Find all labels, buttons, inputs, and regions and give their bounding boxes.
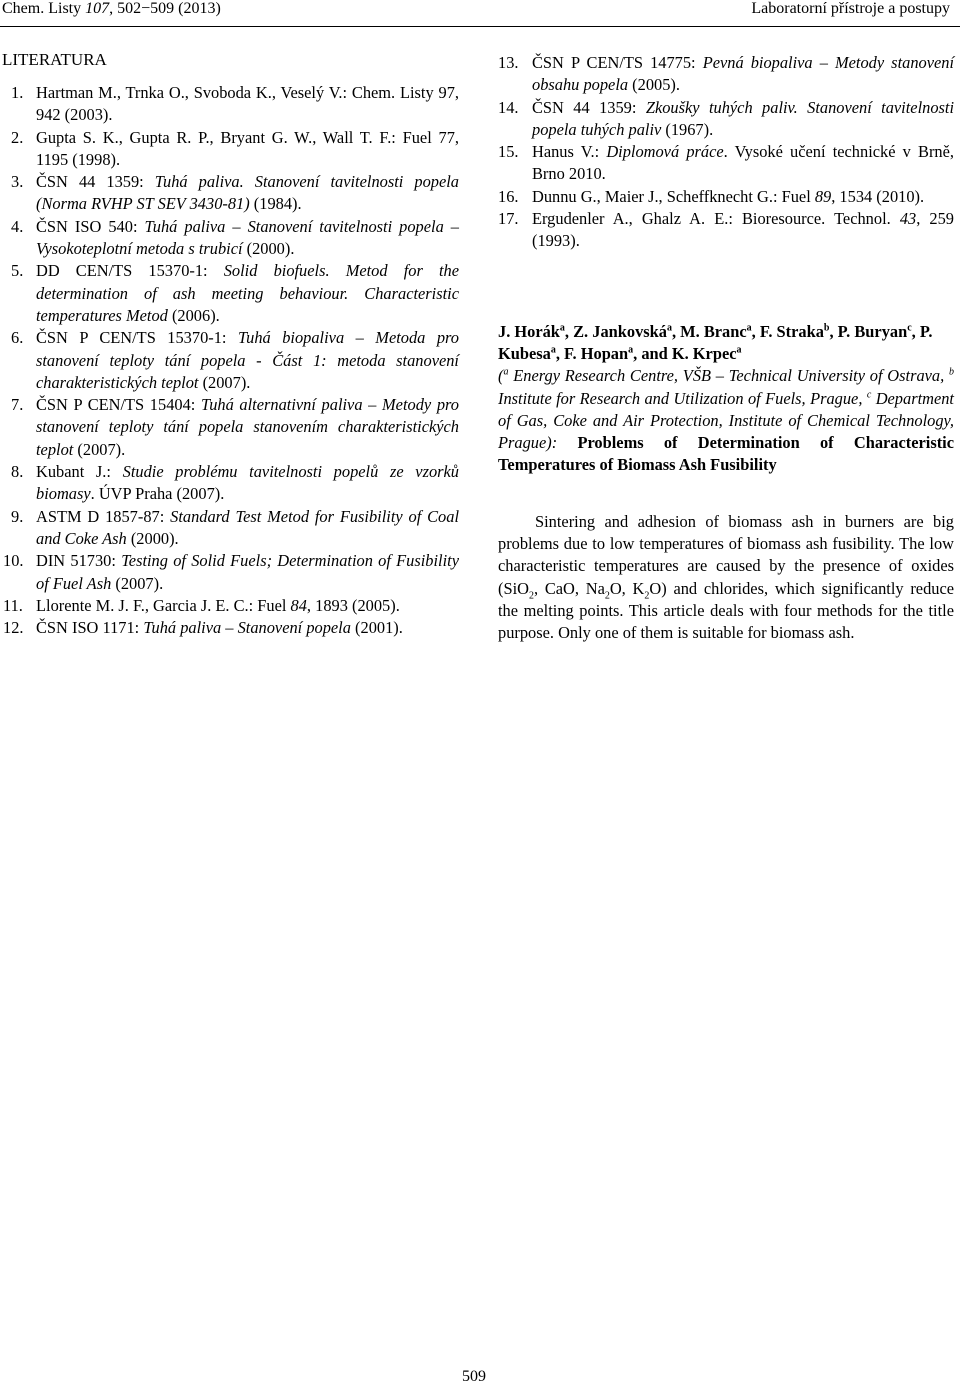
section-name: Laboratorní přístroje a postupy (751, 0, 950, 17)
reference-tail: (2007). (111, 573, 164, 593)
affiliation-mark: a (503, 366, 509, 378)
reference-title: Tuhá alternativní paliva – Metody pro stanovení teploty tání popela stanovením charakteristických teplot (36, 395, 459, 459)
reference-item (2, 506, 459, 551)
author-list (498, 321, 954, 366)
abstract-text: O, K (609, 578, 645, 598)
author-name: P. Kubesa (498, 321, 933, 363)
reference-plain: ČSN 44 1359: (532, 97, 646, 117)
reference-text: Gupta S. K., Gupta R. P., Bryant G. W., Wall T. F.: Fuel 77, 1195 (1998). (36, 127, 459, 169)
reference-item (498, 52, 954, 97)
reference-number: 10. (3, 551, 24, 571)
reference-item (2, 327, 459, 394)
reference-plain: Kubant J.: (36, 462, 123, 482)
author-separator: , (671, 321, 681, 341)
reference-tail: (1967). (661, 119, 714, 139)
reference-plain: Dunnu G., Maier J., Scheffknecht G.: Fuel (532, 186, 815, 206)
page-number: 509 (462, 1368, 486, 1385)
reference-plain: ČSN ISO 1171: (36, 618, 144, 638)
reference-tail: , 259 (1993). (532, 209, 955, 251)
reference-plain: DIN 51730: (36, 551, 122, 571)
subscript: 2 (604, 589, 610, 601)
reference-item (2, 216, 459, 261)
reference-plain: ČSN ISO 540: (36, 216, 145, 236)
reference-volume: 89 (814, 186, 832, 206)
reference-volume: 84 (290, 595, 307, 615)
author (564, 344, 672, 363)
reference-item (2, 461, 459, 506)
reference-item (498, 141, 954, 186)
reference-tail: . ÚVP Praha (2007). (90, 484, 225, 504)
author-name: K. Krpec (671, 343, 737, 363)
reference-number: 7. (11, 395, 24, 415)
affiliation-mark: b (949, 366, 954, 378)
author-name: M. Branc (680, 321, 747, 341)
reference-title: Tuhá paliva – Stanovení tavitelnosti popela – Vysokoteplotní metoda s trubicí (36, 216, 459, 259)
reference-item (2, 82, 459, 127)
reference-number: 17. (498, 209, 519, 229)
reference-item (2, 260, 459, 327)
reference-plain: Ergudenler A., Ghalz A. E.: Bioresource. Technol. (532, 209, 900, 229)
abstract-paragraph (498, 511, 954, 645)
affiliation-block (498, 365, 954, 476)
reference-tail: . Vysoké učení technické v Brně, Brno 2010. (532, 142, 954, 184)
reference-plain: ČSN P CEN/TS 15370-1: (36, 328, 238, 348)
journal-citation (2, 0, 221, 18)
reference-number: 9. (11, 506, 24, 526)
reference-number: 6. (11, 328, 24, 348)
reference-number: 2. (11, 127, 24, 147)
reference-title: Tuhá paliva. Stanovení tavitelnosti popela (Norma RVHP ST SEV 3430-81) (36, 172, 459, 214)
right-column (498, 52, 954, 645)
reference-title: Studie problému tavitelnosti popelů ze vzorků biomasy (36, 462, 459, 504)
reference-number: 14. (498, 97, 519, 117)
reference-item (2, 394, 459, 461)
reference-title: Testing of Solid Fuels; Determination of Fusibility of Fuel Ash (36, 551, 459, 593)
reference-item (498, 97, 954, 142)
reference-number: 13. (498, 53, 519, 72)
reference-plain: DD CEN/TS 15370-1: (36, 261, 224, 281)
reference-number: 11. (3, 595, 23, 615)
reference-tail: (2006). (167, 305, 220, 325)
author (838, 322, 920, 341)
author-separator: , (911, 321, 920, 341)
author-name: F. Hopan (564, 343, 629, 363)
reference-number: 3. (11, 172, 24, 192)
reference-item (2, 127, 459, 172)
affiliation-c: Department of Gas, Coke and Air Protection, Institute of Chemical Technology, Prague): (498, 388, 954, 453)
author-affil-mark: a (550, 344, 556, 356)
reference-list-continued (498, 52, 954, 253)
author-separator: , (829, 321, 838, 341)
affiliation-mark: c (866, 389, 872, 401)
reference-title: Solid biofuels. Metod for the determination of ash meeting behaviour. Characteristic temperatures Metod (36, 261, 459, 325)
reference-plain: ČSN P CEN/TS 14775: (532, 53, 703, 72)
reference-number: 1. (11, 83, 24, 102)
reference-plain: ČSN P CEN/TS 15404: (36, 395, 201, 415)
author (672, 344, 742, 363)
author-affil-mark: a (559, 322, 565, 334)
author (573, 322, 680, 341)
author-affil-mark: b (823, 322, 830, 334)
reference-item (2, 171, 459, 216)
reference-text: Hartman M., Trnka O., Svoboda K., Veselý V.: Chem. Listy 97, 942 (2003). (36, 83, 459, 125)
author (680, 322, 760, 341)
affiliation-b: Institute for Research and Utilization of Fuels, Prague, (498, 388, 867, 408)
abstract-text: Sintering and adhesion of biomass ash in burners are big problems due to low temperatures of biomass ash fusibility. The low characteristic temperatures are caused by the presence of oxides (SiO (498, 511, 954, 598)
reference-number: 12. (3, 618, 24, 638)
reference-title: Diplomová práce (606, 142, 724, 162)
reference-tail: (2001). (350, 618, 403, 638)
literature-title: LITERATURA (2, 50, 107, 69)
reference-title: Zkoušky tuhých paliv. Stanovení tavitelnosti popela tuhých paliv (532, 97, 955, 139)
author-separator: , and (633, 343, 672, 363)
author-affil-mark: a (666, 322, 672, 334)
reference-title: Tuhá biopaliva – Metoda pro stanovení teploty tání popela - Část 1: metoda stanovení charakteristických teplot (36, 328, 459, 392)
reference-number: 8. (11, 462, 24, 482)
author-name: F. Straka (759, 321, 824, 341)
reference-list (2, 82, 459, 639)
reference-tail: (2000). (126, 528, 179, 548)
author (498, 322, 573, 341)
reference-title: Pevná biopaliva – Metody stanovení obsahu popela (532, 53, 955, 95)
reference-tail: , 1534 (2010). (831, 186, 925, 206)
journal-name: Chem. Listy (2, 0, 82, 17)
english-title: Problems of Determination of Characteristic Temperatures of Biomass Ash Fusibility (498, 433, 954, 475)
reference-tail: (2007). (198, 372, 251, 392)
affiliation-open-paren: ( (498, 366, 504, 386)
author-separator: , (751, 321, 760, 341)
reference-number: 5. (11, 261, 24, 281)
reference-number: 16. (498, 186, 519, 206)
reference-item (498, 208, 954, 253)
left-column (2, 48, 459, 639)
author-name: J. Horák (498, 321, 560, 341)
reference-item (498, 186, 954, 208)
journal-volume: 107 (85, 0, 110, 17)
reference-tail: (2005). (628, 75, 680, 95)
author-affil-mark: a (736, 344, 742, 356)
affiliation-a: Energy Research Centre, VŠB – Technical University of Ostrava, (508, 366, 949, 386)
reference-tail: , 1893 (2005). (306, 595, 400, 615)
reference-plain: Hanus V.: (532, 142, 607, 162)
author-affil-mark: c (907, 322, 912, 334)
author-separator: , (555, 343, 565, 363)
subscript: 2 (644, 589, 650, 601)
page-header (0, 0, 960, 27)
author (760, 322, 838, 341)
journal-pages: , 502−509 (2013) (109, 0, 221, 17)
reference-title: Standard Test Metod for Fusibility of Coal and Coke Ash (36, 506, 459, 548)
reference-number: 4. (11, 216, 24, 236)
author-affil-mark: a (746, 322, 752, 334)
reference-item (2, 550, 459, 595)
author-name: Z. Jankovská (573, 321, 667, 341)
reference-tail: (2007). (73, 439, 126, 459)
reference-plain: ČSN 44 1359: (36, 172, 155, 192)
reference-tail: (2000). (242, 239, 295, 259)
reference-item (2, 617, 459, 639)
reference-title: Tuhá paliva – Stanovení popela (143, 618, 351, 638)
reference-item (2, 595, 459, 617)
reference-plain: Llorente M. J. F., Garcia J. E. C.: Fuel (36, 595, 291, 615)
reference-number: 15. (498, 142, 519, 162)
reference-tail: (1984). (249, 194, 302, 214)
abstract-text: , CaO, Na (533, 578, 605, 598)
reference-volume: 43 (899, 209, 917, 229)
reference-plain: ASTM D 1857-87: (36, 506, 171, 526)
author-name: P. Buryan (837, 321, 908, 341)
abstract-text: O) and chlorides, which significantly reduce the melting points. This article deals with four methods for the title purpose. Only one of them is suitable for biomass ash. (498, 578, 955, 643)
author-separator: , (564, 321, 574, 341)
subscript: 2 (528, 589, 534, 601)
author-affil-mark: a (628, 344, 634, 356)
